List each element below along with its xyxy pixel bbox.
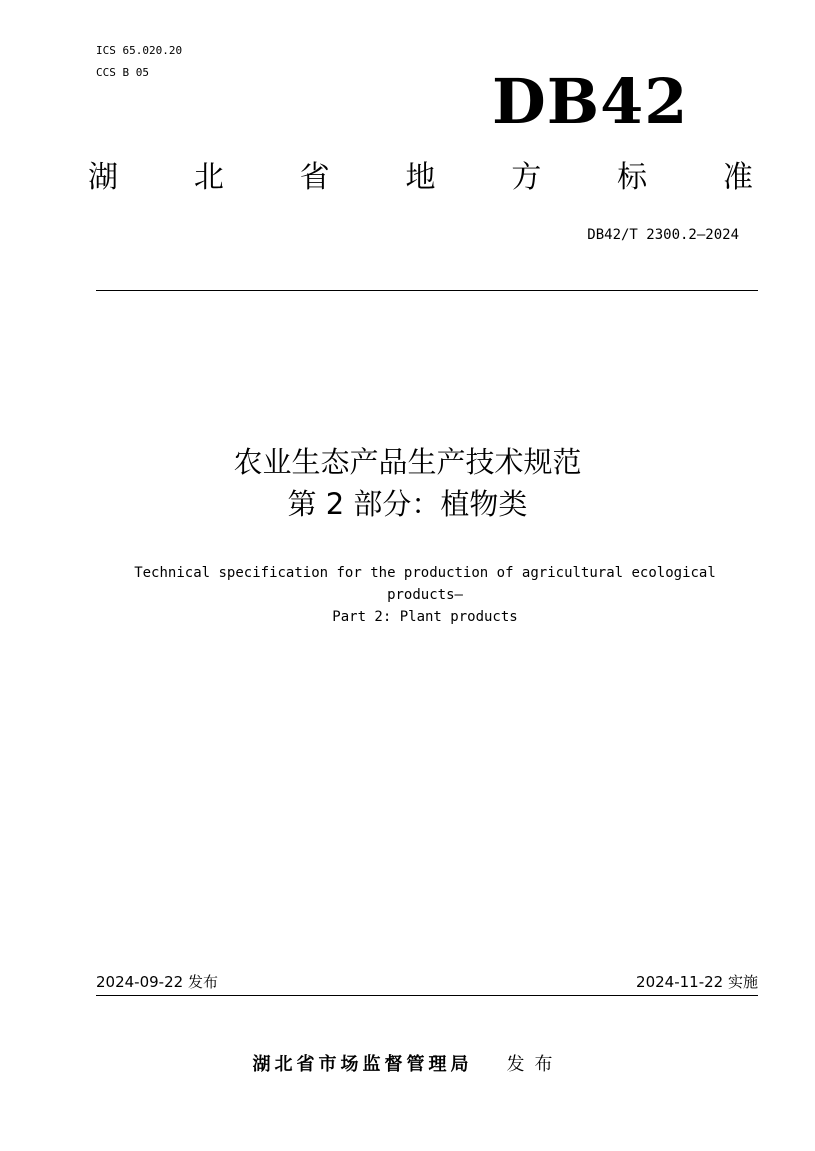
standard-type-char: 省 xyxy=(299,160,330,195)
chinese-title xyxy=(0,441,815,525)
bottom-divider xyxy=(96,995,758,996)
standard-type-char: 方 xyxy=(511,160,542,195)
issuer-verb: 发布 xyxy=(506,1054,563,1075)
implementation-date: 2024-11-22 实施 xyxy=(636,973,758,991)
top-divider xyxy=(96,290,758,291)
english-title-line-3: Part 2: Plant products xyxy=(332,609,518,625)
chinese-title-line-1: 农业生态产品生产技术规范 xyxy=(233,445,582,479)
standard-type-char: 标 xyxy=(617,160,648,195)
issuer-name: 湖北省市场监督管理局 xyxy=(252,1054,473,1075)
ics-code: ICS 65.020.20 xyxy=(96,44,183,57)
english-title xyxy=(90,562,760,628)
standard-number: DB42/T 2300.2—2024 xyxy=(587,227,739,243)
db-logo: DB42 xyxy=(492,65,689,138)
standard-type-char: 准 xyxy=(722,160,753,195)
ccs-code: CCS B 05 xyxy=(96,66,149,79)
standard-type-char: 北 xyxy=(193,160,224,195)
english-title-line-2: products— xyxy=(387,587,463,603)
english-title-line-1: Technical specification for the production of agricultural ecological xyxy=(134,565,716,581)
standard-type-char: 湖 xyxy=(88,160,118,195)
issuing-authority xyxy=(0,1050,815,1080)
classification-codes xyxy=(96,40,182,84)
standard-type-title xyxy=(88,154,753,202)
issue-date: 2024-09-22 发布 xyxy=(96,973,218,991)
standard-type-char: 地 xyxy=(405,160,436,195)
chinese-title-line-2: 第 2 部分：植物类 xyxy=(287,487,528,521)
